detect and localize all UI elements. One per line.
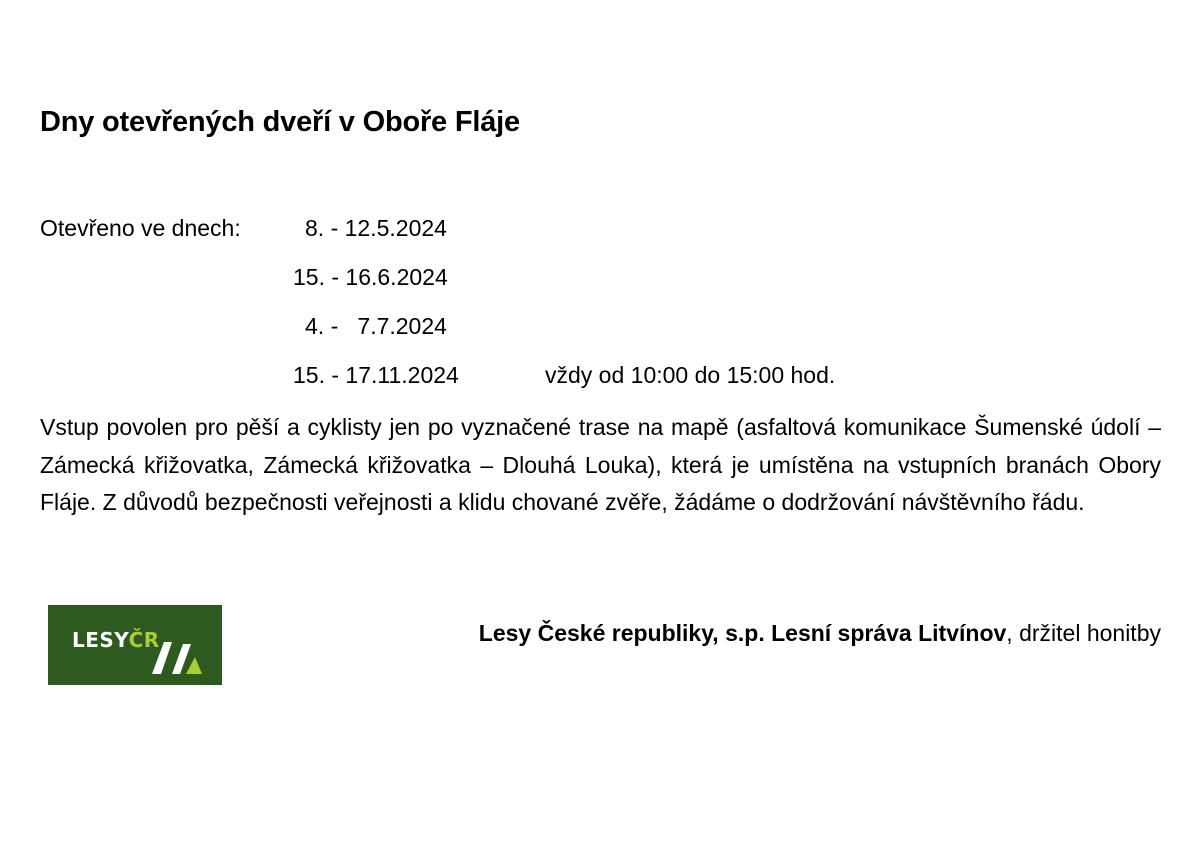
page-title: Dny otevřených dveří v Oboře Fláje (40, 106, 520, 138)
opening-date-2: 15. - 16.6.2024 (293, 264, 448, 290)
footer-suffix: , držitel honitby (1006, 620, 1161, 646)
logo-tree-mark-icon (150, 630, 206, 676)
opening-date-4: 15. - 17.11.2024 (293, 362, 459, 388)
opening-hours: vždy od 10:00 do 15:00 hod. (545, 362, 836, 388)
logo-text-lesy: LESY (72, 628, 129, 652)
footer-attribution (479, 620, 1161, 647)
opening-date-3: 4. - 7.7.2024 (305, 313, 447, 339)
logo-text-cr: ČR (128, 628, 160, 652)
logo-wordmark (72, 628, 160, 652)
opening-label: Otevřeno ve dnech: (40, 215, 241, 241)
opening-date-1: 8. - 12.5.2024 (305, 215, 447, 241)
footer-organization: Lesy České republiky, s.p. Lesní správa Litvínov (478, 620, 1007, 646)
access-rules-paragraph: Vstup povolen pro pěší a cyklisty jen po vyznačené trase na mapě (asfaltová komunikace Šumenské údolí – Zámecká křižovatka, Zámecká křižovatka – Dlouhá Louka), která je umístěna na vstupních branách Obory Fláje. Z důvodů bezpečnosti veřejnosti a klidu chované zvěře, žádáme o dodržování návštěvního řádu. (40, 414, 1161, 515)
